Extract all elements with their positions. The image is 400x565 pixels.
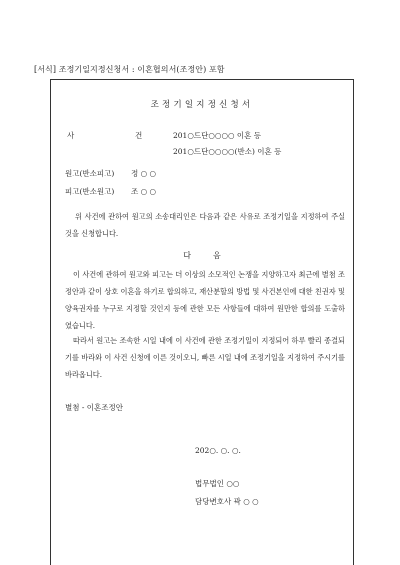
defendant-name: 조 ○ ○ xyxy=(131,187,157,196)
case-number-main: 201○드단○○○○ 이혼 등 xyxy=(173,131,262,140)
document-frame xyxy=(50,79,354,565)
case-label-sa: 사 xyxy=(67,131,75,140)
intro-paragraph: 위 사건에 관하여 원고의 소송대리인은 다음과 같은 사유로 조정기일을 지정하여 주실 것을 신청합니다. xyxy=(65,212,345,238)
body-paragraph-2: 따라서 원고는 조속한 시일 내에 이 사건에 관한 조정기일이 지정되어 하루 빨리 종결되기를 바라와 이 사건 신청에 이른 것이오니, 빠른 시일 내에 조정기일을 지정하여 주시기를 바라옵니다. xyxy=(65,336,345,379)
heading-eum: 음 xyxy=(213,251,221,260)
body-paragraph-1: 이 사건에 관하여 원고와 피고는 더 이상의 소모적인 논쟁을 지양하고자 최근에 별첨 조정안과 같이 상호 이혼을 하기로 합의하고, 재산분할의 방법 및 사건본인에 대한 친권자 및 양육권자를 누구로 지정할 것인지 등에 관한 모든 사항들에 대하여 원만한 합의를 도출하였습니다. xyxy=(65,270,345,330)
heading-dagum xyxy=(51,250,353,261)
document-title: 조정기일지정신청서 xyxy=(150,100,254,110)
filing-date: 202○. ○. ○. xyxy=(195,446,241,455)
defendant-label: 피고(반소원고) xyxy=(65,187,115,196)
attorney-name: 담당변호사 곽 ○ ○ xyxy=(195,497,259,506)
plaintiff-name: 정 ○ ○ xyxy=(131,169,157,178)
plaintiff-label: 원고(반소피고) xyxy=(65,169,115,178)
case-label-geon: 건 xyxy=(135,131,143,140)
form-caption: [서식] 조정기일지정신청서 : 이혼협의서(조정안) 포함 xyxy=(34,65,225,74)
law-firm-name: 법무법인 ○○ xyxy=(195,479,240,488)
heading-da: 다 xyxy=(183,251,191,260)
attachment-note: 별첨 - 이혼조정안 xyxy=(65,403,124,412)
case-number-counter: 201○드단○○○○(반소) 이혼 등 xyxy=(173,147,282,156)
